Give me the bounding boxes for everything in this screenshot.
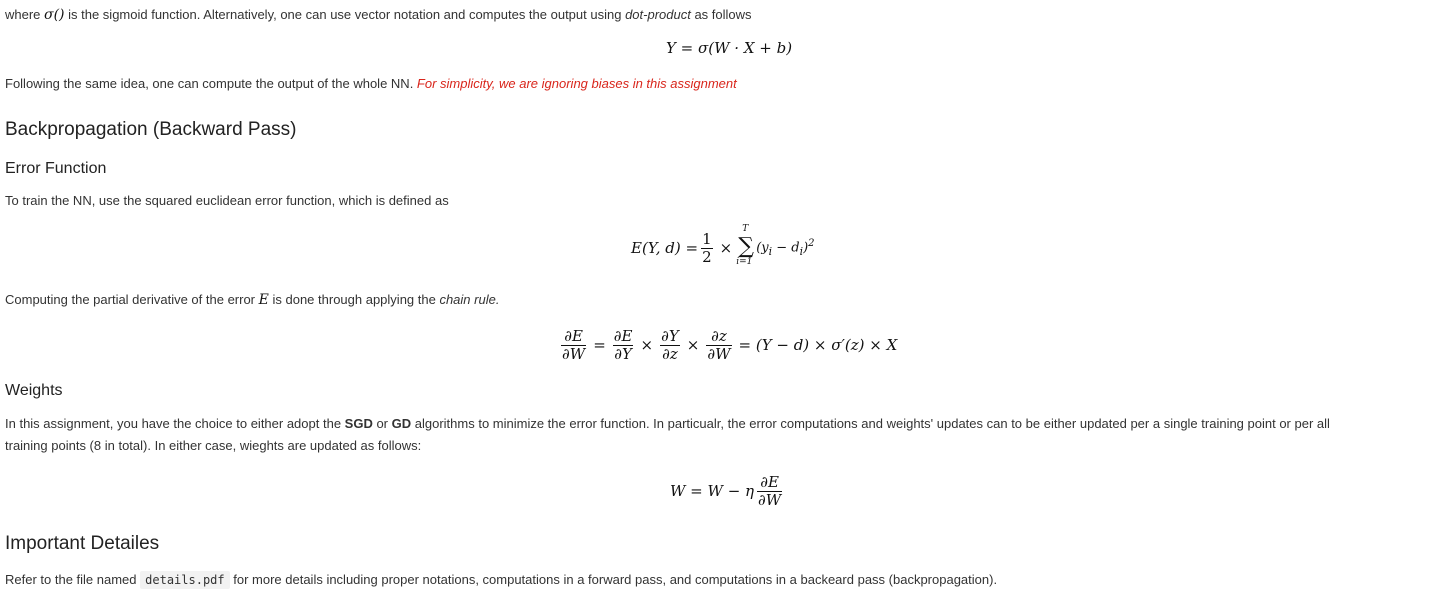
- dz-dW-num: ∂z: [706, 328, 731, 346]
- summation: [736, 224, 756, 268]
- intro-text-end: as follows: [690, 7, 752, 22]
- sgd-term: SGD: [344, 416, 373, 431]
- sigma-sum-icon: ∑: [738, 234, 754, 259]
- dE-dW-num: ∂E: [561, 328, 586, 346]
- chain-eq-times-1: ×: [640, 336, 654, 354]
- whole-nn-line: [5, 73, 737, 95]
- intro-text-mid: is the sigmoid function. Alternatively, one can use vector notation and computes the output using: [64, 7, 626, 22]
- sum-upper-limit: T: [742, 224, 749, 234]
- dz-dW-fraction: [706, 328, 731, 363]
- error-eq-close: ): [803, 240, 809, 256]
- half-numerator: 1: [702, 229, 712, 248]
- details-text: [5, 569, 997, 591]
- half-denominator: 2: [702, 247, 712, 266]
- dE-dY-fraction: [613, 328, 634, 363]
- error-function-text: To train the NN, use the squared euclidean error function, which is defined as: [5, 193, 449, 208]
- intro-line: [5, 4, 752, 26]
- weight-update-equation: [670, 471, 785, 511]
- error-eq-times: ×: [719, 239, 733, 257]
- error-eq-d-sub: i: [799, 244, 804, 258]
- weight-update-fraction: [757, 474, 782, 509]
- whole-nn-text: Following the same idea, one can compute the output of the whole NN.: [5, 76, 417, 91]
- weights-heading: Weights: [5, 382, 63, 399]
- dE-dY-num: ∂E: [613, 326, 633, 345]
- weight-update-den: ∂W: [758, 490, 782, 509]
- weights-text-or: or: [372, 416, 392, 431]
- chain-rule-line: [5, 289, 499, 311]
- error-eq-y-sub: i: [768, 244, 773, 258]
- error-eq-exponent: 2: [808, 238, 815, 250]
- dz-dW-den: ∂W: [707, 344, 731, 363]
- weights-text-line2: training points (8 in total). In either case, wieghts are updated as follows:: [5, 438, 422, 453]
- details-text-start: Refer to the file named: [5, 572, 141, 587]
- weights-text-start: In this assignment, you have the choice to either adopt the: [5, 416, 345, 431]
- dY-dz-den: ∂z: [662, 344, 678, 363]
- backprop-heading: Backpropagation (Backward Pass): [5, 119, 297, 140]
- error-eq-lhs: E(Y, d) =: [631, 239, 699, 257]
- dot-product-emphasis: dot-product: [625, 7, 691, 22]
- important-details-heading: Important Detailes: [5, 533, 160, 554]
- weights-text-line1: [5, 413, 1330, 435]
- gd-term: GD: [391, 416, 412, 431]
- weight-update-num: ∂E: [757, 474, 782, 492]
- intro-text-start: where: [5, 7, 45, 22]
- dE-dY-den: ∂Y: [614, 344, 632, 363]
- sum-lower-limit: i=1: [736, 257, 753, 267]
- chain-eq-rhs: = (Y − d) × σ′(z) × X: [738, 336, 898, 354]
- sigma-symbol: σ(): [44, 7, 65, 23]
- dY-dz-num: ∂Y: [661, 326, 679, 345]
- half-fraction: [701, 231, 713, 266]
- dY-dz-fraction: [660, 328, 680, 363]
- forward-equation: Y = σ(W · X + b): [666, 39, 793, 57]
- chain-text-start: Computing the partial derivative of the error: [5, 292, 259, 307]
- error-eq-y: (y: [756, 240, 769, 256]
- dE-dW-fraction: [561, 328, 586, 363]
- bias-note: For simplicity, we are ignoring biases in this assignment: [416, 76, 737, 91]
- chain-eq-equals: =: [593, 336, 606, 354]
- weights-text-end: algorithms to minimize the error function. In particualr, the error computations and weights' updates can to be either updated per a single training point or per all: [411, 416, 1330, 431]
- weight-update-lhs: W = W − η: [670, 482, 755, 500]
- chain-rule-emphasis: chain rule.: [439, 292, 500, 307]
- chain-text-mid: is done through applying the: [268, 292, 440, 307]
- details-filename: details.pdf: [140, 571, 229, 589]
- error-eq-d: − d: [772, 240, 800, 256]
- details-text-end: for more details including proper notations, computations in a forward pass, and computations in a backeard pass (backpropagation).: [229, 572, 998, 587]
- chain-eq-times-2: ×: [686, 336, 700, 354]
- error-eq-body: [756, 238, 814, 258]
- dE-dW-den: ∂W: [562, 344, 586, 363]
- chain-rule-equation: [558, 324, 897, 366]
- error-function-heading: Error Function: [5, 160, 107, 177]
- error-var: E: [258, 292, 269, 308]
- error-equation: [631, 226, 815, 270]
